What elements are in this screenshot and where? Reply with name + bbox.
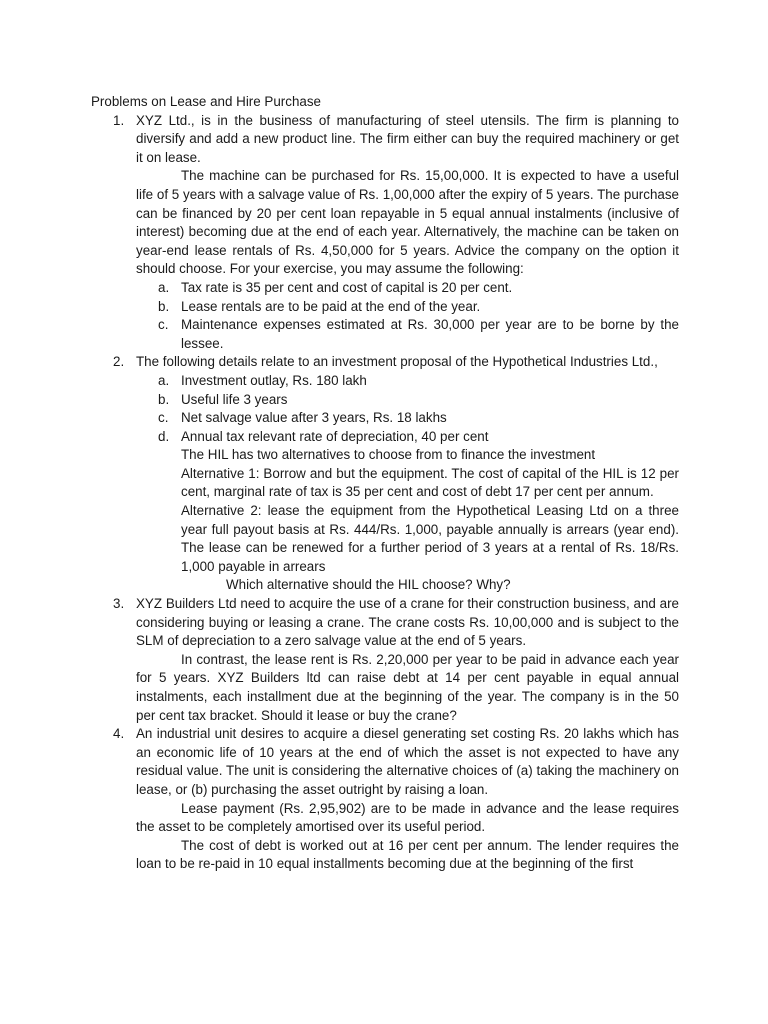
problem-1	[113, 112, 679, 354]
sub-item-text: Annual tax relevant rate of depreciation, 40 per cent	[181, 428, 489, 444]
document-body	[91, 93, 679, 874]
sub-item-letter: d.	[158, 428, 170, 444]
sub-item-letter: c.	[158, 317, 169, 333]
problem-number: 2.	[113, 354, 125, 370]
problem-number: 4.	[113, 726, 125, 742]
sub-item	[158, 391, 679, 410]
sub-item-text: Tax rate is 35 per cent and cost of capital is 20 per cent.	[181, 279, 513, 295]
problem-number: 3.	[113, 596, 125, 612]
sub-item-letter: c.	[158, 410, 169, 426]
sub-item	[158, 316, 679, 353]
problem-paragraph: XYZ Builders Ltd need to acquire the use of a crane for their construction business, and are considering buying or leasing a crane. The crane costs Rs. 10,00,000 and is subject to the SLM of depreciation to a zero salvage value at the end of 5 years.	[136, 596, 679, 649]
problem-paragraph: An industrial unit desires to acquire a diesel generating set costing Rs. 20 lakhs which has an economic life of 10 years at the end of which the asset is not expected to have any residual value. The unit is considering the alternative choices of (a) taking the machinery on lease, or (b) purchasing the asset outright by raising a loan.	[136, 726, 679, 797]
sub-item	[158, 298, 679, 317]
sub-item-text: Lease rentals are to be paid at the end of the year.	[181, 298, 481, 314]
sub-item	[158, 428, 679, 447]
sub-item-text: Net salvage value after 3 years, Rs. 18 lakhs	[181, 410, 447, 426]
problem-paragraph: Lease payment (Rs. 2,95,902) are to be made in advance and the lease requires the asset to be completely amortised over its useful period.	[136, 800, 679, 835]
sub-item	[158, 279, 679, 298]
sub-item-letter: a.	[158, 372, 170, 388]
problem-paragraph: In contrast, the lease rent is Rs. 2,20,000 per year to be paid in advance each year for 5 years. XYZ Builders ltd can raise debt at 14 per cent payable in equal annual instalments, each installment due at the beginning of the year. The company is in the 50 per cent tax bracket. Should it lease or buy the crane?	[136, 651, 679, 723]
sub-item	[158, 372, 679, 391]
sub-item-letter: b.	[158, 298, 170, 314]
problem-number: 1.	[113, 112, 125, 128]
document-title: Problems on Lease and Hire Purchase	[91, 94, 322, 109]
sub-item-text: Useful life 3 years	[181, 391, 288, 407]
sub-item-letter: b.	[158, 391, 170, 407]
sub-item	[158, 409, 679, 428]
problem-note: The HIL has two alternatives to choose from to finance the investment	[181, 447, 596, 463]
alternative-2-text: Alternative 2: lease the equipment from the Hypothetical Leasing Ltd on a three year full payout basis at Rs. 444/Rs. 1,000, payable annually is arrears (year end). The lease can be renewed for a further period of 3 years at a rental of Rs. 18/Rs. 1,000 payable in arrears	[181, 503, 679, 574]
sub-item-letter: a.	[158, 279, 170, 295]
problem-question: Which alternative should the HIL choose? Why?	[226, 577, 511, 593]
problem-paragraph: The machine can be purchased for Rs. 15,00,000. It is expected to have a useful life of 5 years with a salvage value of Rs. 1,00,000 after the expiry of 5 years. The purchase can be financed by 20 per cent loan repayable in 5 equal annual instalments (inclusive of interest) becoming due at the end of each year. Alternatively, the machine can be taken on year-end lease rentals of Rs. 4,50,000 for 5 years. Advice the company on the option it should choose. For your exercise, you may assume the following:	[136, 168, 679, 277]
problem-paragraph: The cost of debt is worked out at 16 per cent per annum. The lender requires the loan to be re-paid in 10 equal installments becoming due at the beginning of the first	[136, 837, 679, 872]
problem-3	[113, 595, 679, 725]
problem-2	[113, 353, 679, 595]
sub-item-text: Investment outlay, Rs. 180 lakh	[181, 372, 367, 388]
problem-4	[113, 725, 679, 874]
problem-paragraph: The following details relate to an investment proposal of the Hypothetical Industries Ltd.,	[136, 354, 658, 370]
alternative-1-text: Alternative 1: Borrow and but the equipment. The cost of capital of the HIL is 12 per cent, marginal rate of tax is 35 per cent and cost of debt 17 per cent per annum.	[181, 465, 679, 500]
sub-item-text: Maintenance expenses estimated at Rs. 30,000 per year are to be borne by the lessee.	[181, 317, 679, 351]
problem-paragraph: XYZ Ltd., is in the business of manufacturing of steel utensils. The firm is planning to diversify and add a new product line. The firm either can buy the required machinery or get it on lease.	[136, 112, 679, 165]
